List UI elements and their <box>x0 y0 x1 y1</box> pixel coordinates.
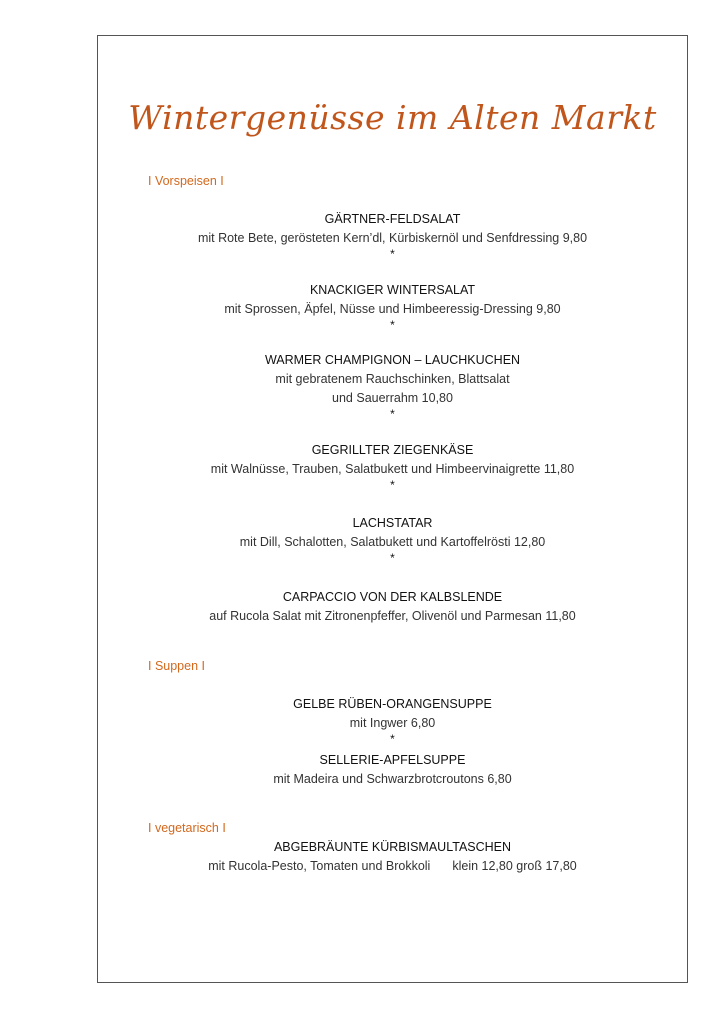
separator-star: * <box>390 732 395 746</box>
dish-name: WARMER CHAMPIGNON – LAUCHKUCHEN <box>264 353 521 367</box>
menu-item <box>98 210 687 260</box>
menu-item <box>98 351 687 420</box>
menu-item <box>98 514 687 564</box>
price-small: klein 12,80 <box>452 859 513 873</box>
dish-description: mit Walnüsse, Trauben, Salatbukett und Himbeervinaigrette 11,80 <box>210 462 575 476</box>
dish-description: mit Rucola-Pesto, Tomaten und Brokkoli <box>208 859 431 873</box>
price-large: groß 17,80 <box>516 859 577 873</box>
dish-name: CARPACCIO VON DER KALBSLENDE <box>282 590 503 604</box>
dish-name: GEGRILLTER ZIEGENKÄSE <box>311 443 474 457</box>
dish-name: KNACKIGER WINTERSALAT <box>309 283 476 297</box>
dish-description: mit Dill, Schalotten, Salatbukett und Kartoffelrösti 12,80 <box>239 535 546 549</box>
dish-name: GELBE RÜBEN-ORANGENSUPPE <box>293 697 492 711</box>
dish-description: mit Madeira und Schwarzbrotcroutons 6,80 <box>273 772 512 786</box>
menu-item <box>98 838 687 876</box>
dish-name: SELLERIE-APFELSUPPE <box>319 753 466 767</box>
separator-star: * <box>390 478 395 492</box>
menu-item <box>98 281 687 331</box>
menu-item <box>98 695 687 745</box>
dish-description: mit Ingwer 6,80 <box>349 716 436 730</box>
dish-name: GÄRTNER-FELDSALAT <box>324 212 461 226</box>
menu-page <box>97 35 688 983</box>
section-heading-vegetarisch: I vegetarisch I <box>148 821 226 835</box>
section-heading-vorspeisen: I Vorspeisen I <box>148 174 224 188</box>
separator-star: * <box>390 247 395 261</box>
dish-description: mit Rote Bete, gerösteten Kern’dl, Kürbiskernöl und Senfdressing 9,80 <box>197 231 588 245</box>
dish-description: mit gebratenem Rauchschinken, Blattsalat <box>275 372 510 386</box>
menu-title: Wintergenüsse im Alten Markt <box>128 98 657 137</box>
separator-star: * <box>390 318 395 332</box>
menu-item <box>98 441 687 491</box>
dish-name: ABGEBRÄUNTE KÜRBISMAULTASCHEN <box>273 840 512 854</box>
menu-item <box>98 751 687 789</box>
dish-description: auf Rucola Salat mit Zitronenpfeffer, Olivenöl und Parmesan 11,80 <box>209 609 576 623</box>
section-heading-suppen: I Suppen I <box>148 659 205 673</box>
separator-star: * <box>390 551 395 565</box>
menu-item <box>98 588 687 626</box>
dish-description: mit Sprossen, Äpfel, Nüsse und Himbeeressig-Dressing 9,80 <box>224 302 561 316</box>
separator-star: * <box>390 407 395 421</box>
dish-name: LACHSTATAR <box>352 516 433 530</box>
dish-description: und Sauerrahm 10,80 <box>332 391 453 405</box>
dish-description-with-prices <box>98 857 687 876</box>
